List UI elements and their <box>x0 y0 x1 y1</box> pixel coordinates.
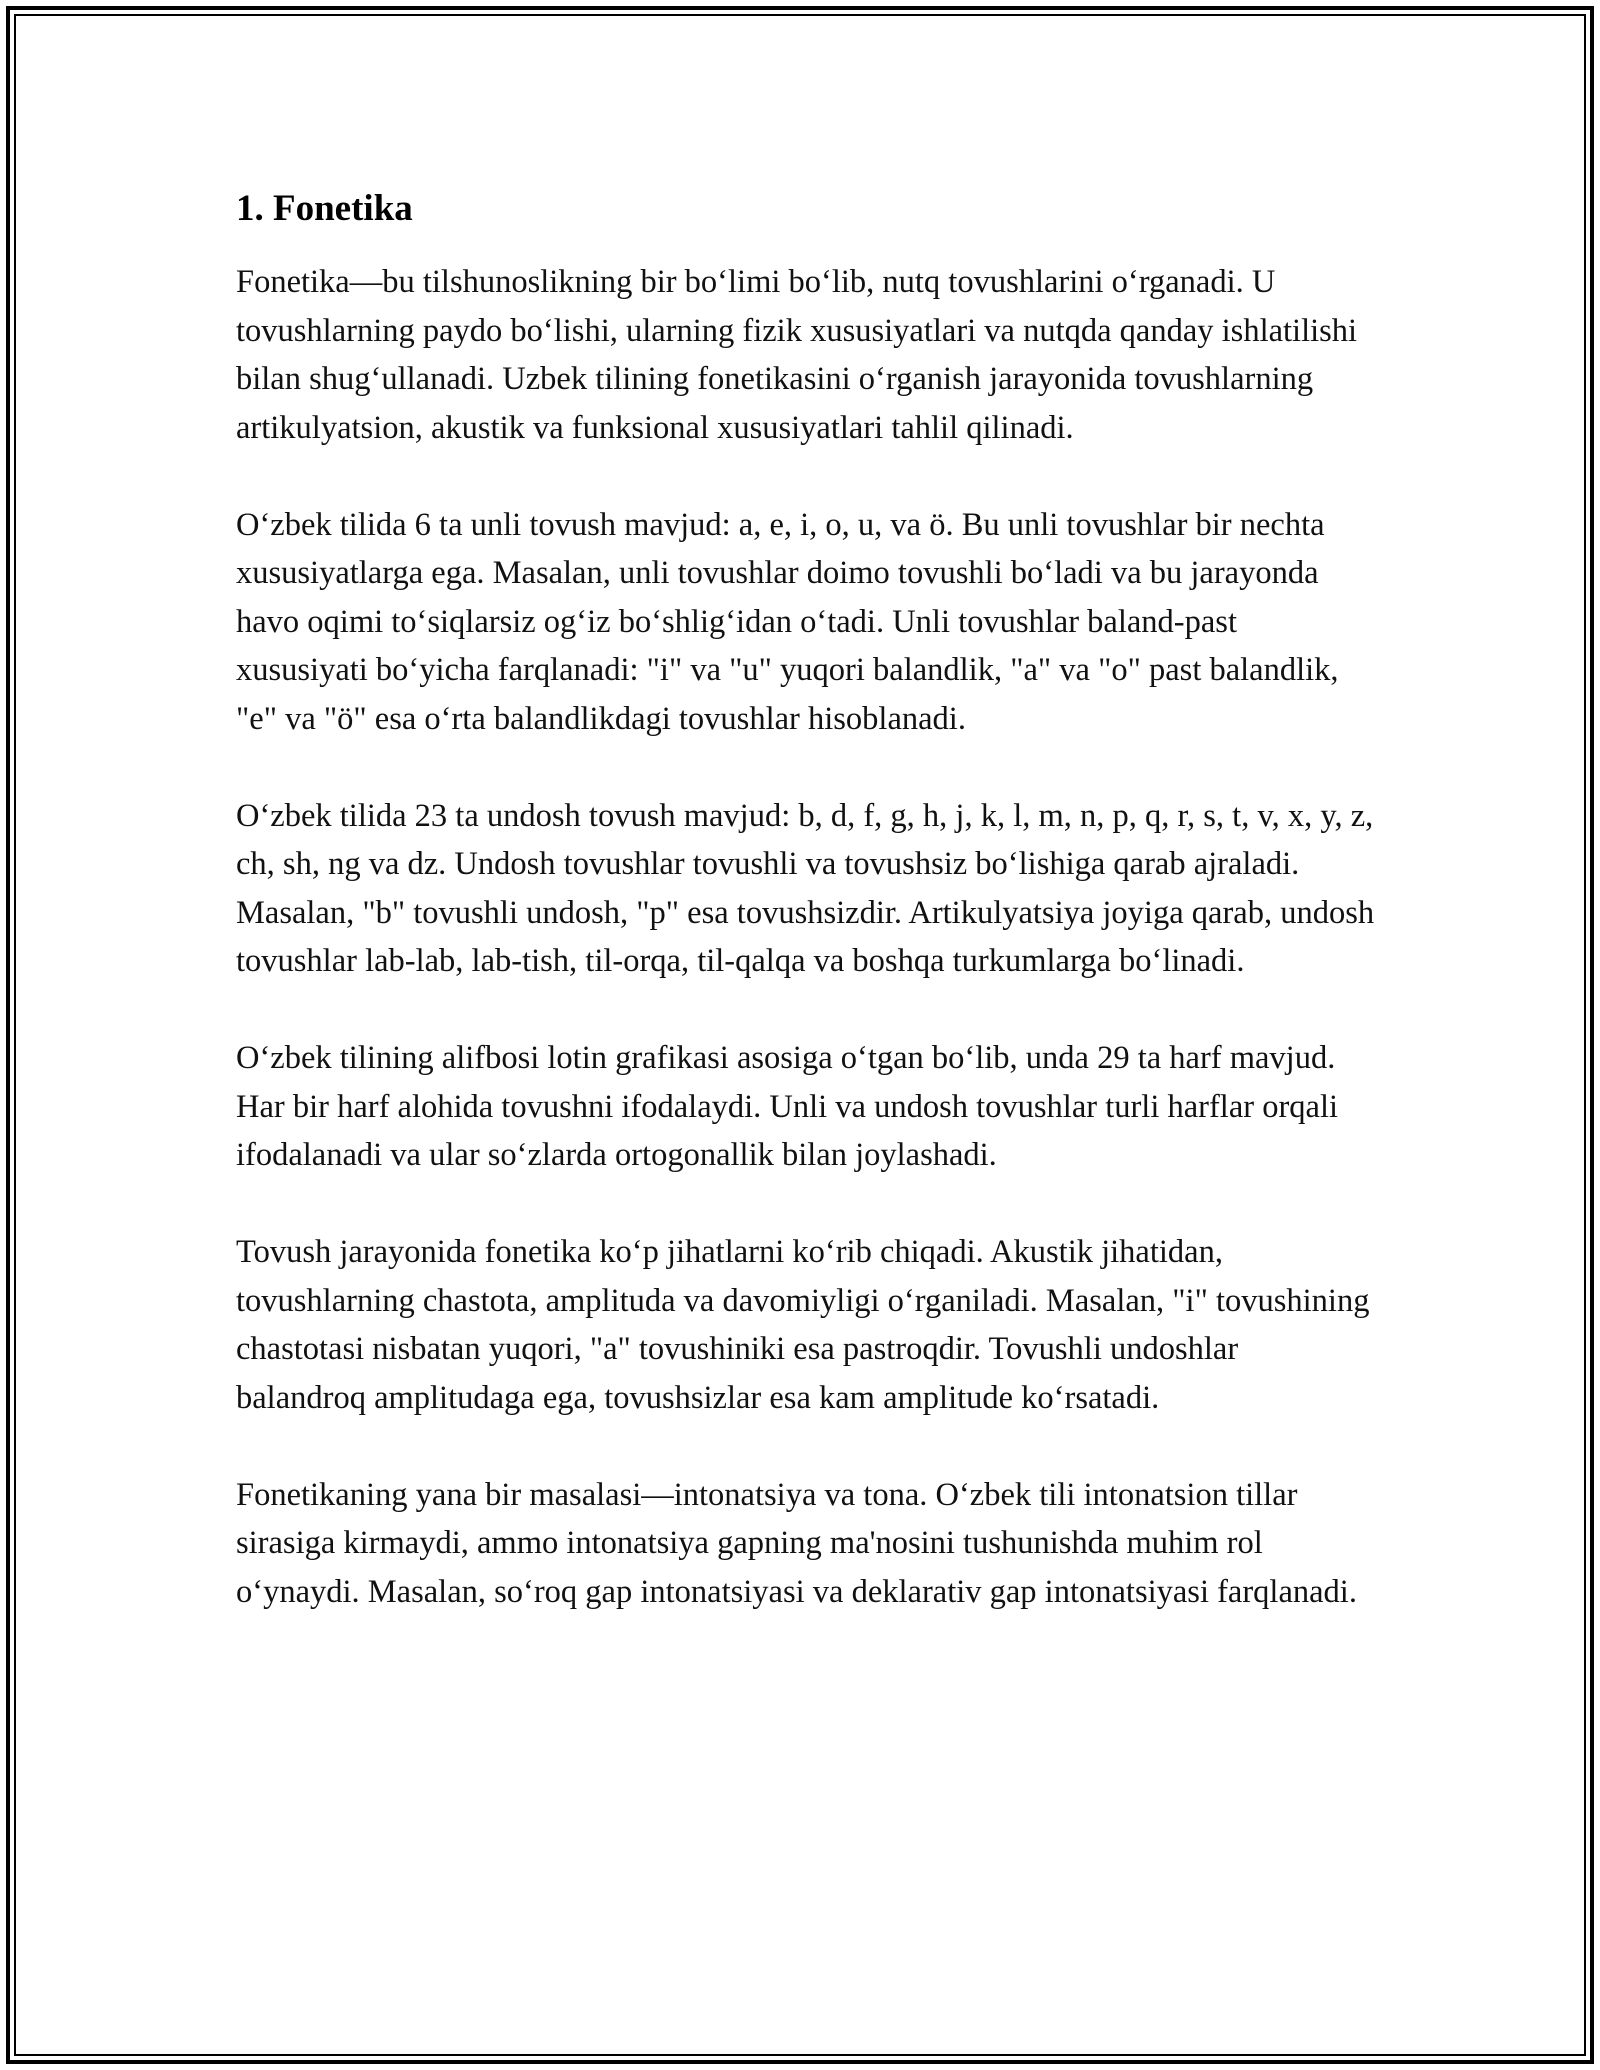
paragraph-acoustics: Tovush jarayonida fonetika ko‘p jihatlarni ko‘rib chiqadi. Akustik jihatidan, tovushlarning chastota, amplituda va davomiyligi o‘rganiladi. Masalan, "i" tovushining chastotasi nisbatan yuqori, "a" tovushiniki esa pastroqdir. Tovushli undoshlar balandroq amplitudaga ega, tovushsizlar esa kam amplitude ko‘rsatadi. <box>236 1234 1370 1416</box>
paragraph-intro: Fonetika—bu tilshunoslikning bir bo‘limi bo‘lib, nutq tovushlarini o‘rganadi. U tovushlarning paydo bo‘lishi, ularning fizik xususiyatlari va nutqda qanday ishlatilishi bilan shug‘ullanadi. Uzbek tilining fonetikasini o‘rganish jarayonida tovushlarning artikulyatsion, akustik va funksional xususiyatlari tahlil qilinadi. <box>236 264 1358 446</box>
document-body <box>236 185 1376 1616</box>
paragraph-alphabet: O‘zbek tilining alifbosi lotin grafikasi asosiga o‘tgan bo‘lib, unda 29 ta harf mavjud. Har bir harf alohida tovushni ifodalaydi. Unli va undosh tovushlar turli harflar orqali ifodalanadi va ular so‘zlarda ortogonallik bilan joylashadi. <box>236 1040 1339 1173</box>
paragraph-intonation: Fonetikaning yana bir masalasi—intonatsiya va tona. O‘zbek tili intonatsion tillar sirasiga kirmaydi, ammo intonatsiya gapning ma'nosini tushunishda muhim rol o‘ynaydi. Masalan, so‘roq gap intonatsiyasi va deklarativ gap intonatsiyasi farqlanadi. <box>236 1476 1357 1610</box>
section-title: 1. Fonetika <box>236 188 413 229</box>
paragraph-consonants: O‘zbek tilida 23 ta undosh tovush mavjud: b, d, f, g, h, j, k, l, m, n, p, q, r, s, t, v, x, y, z, ch, sh, ng va dz. Undosh tovushlar tovushli va tovushsiz bo‘lishiga qarab ajraladi. Masalan, "b" tovushli undosh, "p" esa tovushsizdir. Artikulyatsiya joyiga qarab, undosh tovushlar lab-lab, lab-tish, til-orqa, til-qalqa va boshqa turkumlarga bo‘linadi. <box>236 797 1375 979</box>
paragraph-vowels: O‘zbek tilida 6 ta unli tovush mavjud: a, e, i, o, u, va ö. Bu unli tovushlar bir nechta xususiyatlarga ega. Masalan, unli tovushlar doimo tovushli bo‘ladi va bu jarayonda havo oqimi to‘siqlarsiz og‘iz bo‘shlig‘idan o‘tadi. Unli tovushlar baland-past xususiyati bo‘yicha farqlanadi: "i" va "u" yuqori balandlik, "a" va "o" past balandlik, "e" va "ö" esa o‘rta balandlikdagi tovushlar hisoblanadi. <box>236 506 1339 737</box>
